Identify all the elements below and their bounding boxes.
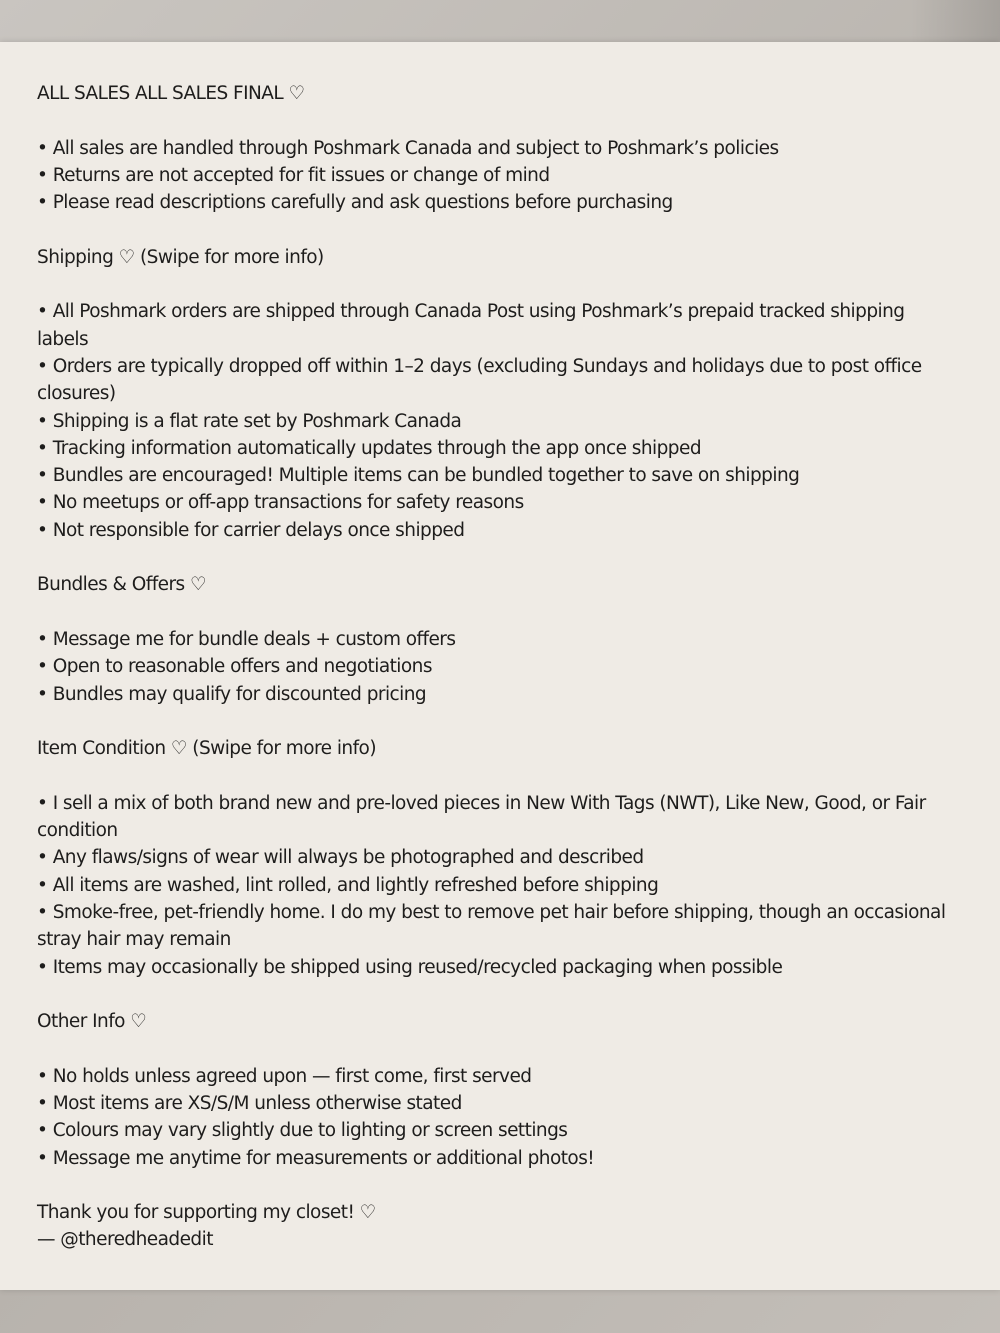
list-item: • Any flaws/signs of wear will always be photographed and described <box>37 847 644 869</box>
list-item: • Bundles may qualify for discounted pricing <box>37 683 427 705</box>
spacer <box>37 599 1000 626</box>
list-item-continuation: labels <box>37 328 89 350</box>
sales-heading: ALL SALES ALL SALES FINAL ♡ <box>37 83 305 104</box>
list-item-continuation: stray hair may remain <box>37 929 231 951</box>
list-item: • Most items are XS/S/M unless otherwise stated <box>37 1092 462 1114</box>
list-item: • Bundles are encouraged! Multiple items can be bundled together to save on shipping <box>37 465 800 487</box>
list-item: • Colours may vary slightly due to lighting or screen settings <box>37 1120 568 1142</box>
list-item: • Message me for bundle deals + custom offers <box>37 628 456 650</box>
policy-document <box>0 42 1000 1290</box>
list-item: • Not responsible for carrier delays once shipped <box>37 519 465 541</box>
list-item: • No meetups or off-app transactions for safety reasons <box>37 492 524 514</box>
spacer <box>37 1035 1000 1062</box>
bundles-heading: Bundles & Offers ♡ <box>37 574 207 596</box>
list-item-continuation: closures) <box>37 383 116 405</box>
list-item: • Open to reasonable offers and negotiations <box>37 656 432 678</box>
list-item: • Shipping is a flat rate set by Poshmark Canada <box>37 410 462 432</box>
other-info-heading: Other Info ♡ <box>37 1011 147 1033</box>
list-item: • Tracking information automatically updates through the app once shipped <box>37 437 702 459</box>
spacer <box>37 544 1000 571</box>
list-item: • All sales are handled through Poshmark Canada and subject to Poshmark’s policies <box>37 137 779 159</box>
shipping-heading: Shipping ♡ (Swipe for more info) <box>37 246 324 268</box>
list-item: • Please read descriptions carefully and ask questions before purchasing <box>37 192 673 214</box>
spacer <box>37 762 1000 789</box>
list-item: • Orders are typically dropped off within 1–2 days (excluding Sundays and holidays due to post office <box>37 355 922 377</box>
spacer <box>37 981 1000 1008</box>
list-item: • All Poshmark orders are shipped through Canada Post using Poshmark’s prepaid tracked shipping <box>37 301 905 323</box>
list-item: • Items may occasionally be shipped using reused/recycled packaging when possible <box>37 956 783 978</box>
spacer <box>37 1172 1000 1199</box>
list-item-continuation: condition <box>37 820 118 842</box>
thank-you-note: Thank you for supporting my closet! ♡ <box>37 1202 376 1224</box>
spacer <box>37 708 1000 735</box>
list-item: • Returns are not accepted for fit issues or change of mind <box>37 164 550 186</box>
spacer <box>37 107 1000 134</box>
spacer <box>37 216 1000 243</box>
spacer <box>37 271 1000 298</box>
background-shadow <box>910 0 1000 42</box>
list-item: • Smoke-free, pet-friendly home. I do my best to remove pet hair before shipping, though an occasional <box>37 901 946 923</box>
condition-heading: Item Condition ♡ (Swipe for more info) <box>37 738 376 760</box>
list-item: • All items are washed, lint rolled, and lightly refreshed before shipping <box>37 874 659 896</box>
signature: — @theredheadedit <box>37 1229 213 1251</box>
list-item: • No holds unless agreed upon — first come, first served <box>37 1065 532 1087</box>
list-item: • Message me anytime for measurements or additional photos! <box>37 1147 595 1169</box>
list-item: • I sell a mix of both brand new and pre-loved pieces in New With Tags (NWT), Like New, Good, or Fair <box>37 792 926 814</box>
